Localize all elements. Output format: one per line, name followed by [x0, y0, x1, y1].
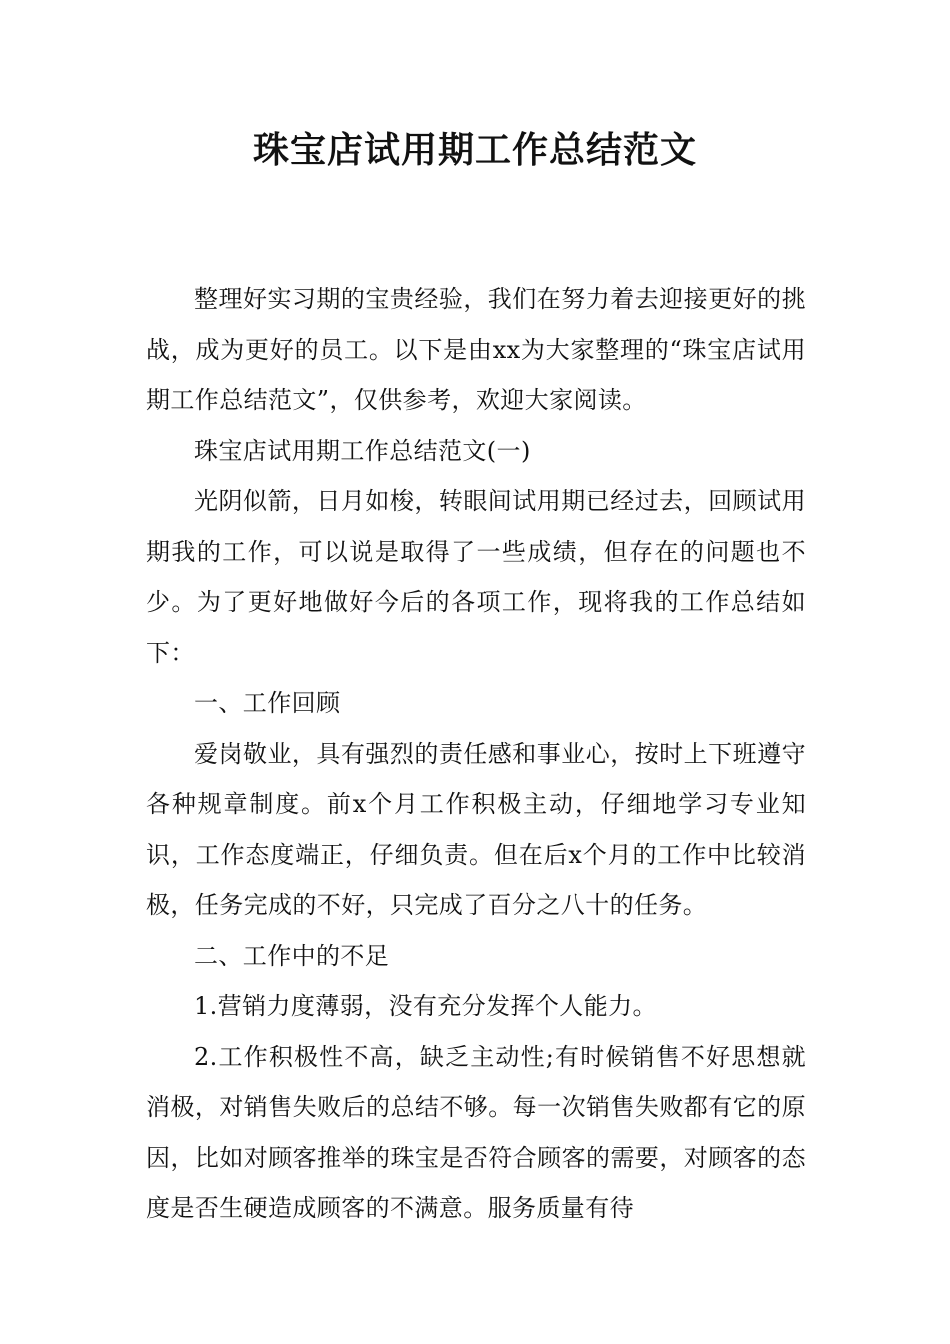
paragraph-intro: 整理好实习期的宝贵经验，我们在努力着去迎接更好的挑战，成为更好的员工。以下是由xx为大家整理的“珠宝店试用期工作总结范文”，仅供参考，欢迎大家阅读。 [146, 285, 806, 414]
paragraph-opening: 光阴似箭，日月如梭，转眼间试用期已经过去，回顾试用期我的工作，可以说是取得了一些成绩，但存在的问题也不少。为了更好地做好今后的各项工作，现将我的工作总结如下： [146, 487, 806, 667]
list-item-shortcoming-2: 2.工作积极性不高，缺乏主动性;有时候销售不好思想就消极，对销售失败后的总结不够。每一次销售失败都有它的原因，比如对顾客推举的珠宝是否符合顾客的需要，对顾客的态度是否生硬造成顾客的不满意。服务质量有待 [146, 1042, 806, 1222]
heading-work-review: 一、工作回顾 [194, 689, 341, 717]
document-body [146, 274, 806, 1234]
document-title: 珠宝店试用期工作总结范文 [252, 130, 697, 171]
list-item-shortcoming-1: 1.营销力度薄弱，没有充分发挥个人能力。 [194, 992, 657, 1020]
section-heading-sample-one: 珠宝店试用期工作总结范文(一) [194, 436, 531, 465]
heading-shortcomings: 二、工作中的不足 [194, 941, 390, 970]
paragraph-work-review: 爱岗敬业，具有强烈的责任感和事业心，按时上下班遵守各种规章制度。前x个月工作积极主动，仔细地学习专业知识，工作态度端正，仔细负责。但在后x个月的工作中比较消极，任务完成的不好，只完成了百分之八十的任务。 [146, 739, 806, 919]
